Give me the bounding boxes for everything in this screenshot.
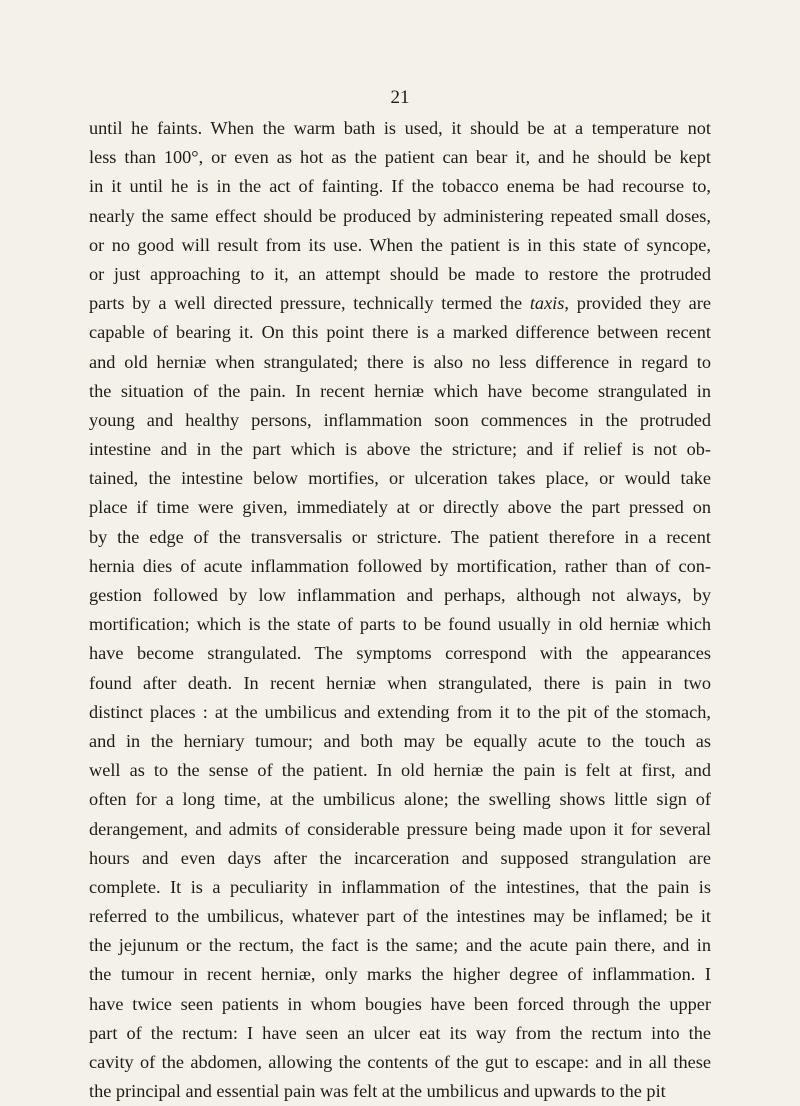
text-line: have twice seen patients in whom bougies have been forced through the upper xyxy=(89,993,711,1014)
text-line: hours and even days after the incarceration and supposed strangulation are xyxy=(89,847,711,868)
text-line: capable of bearing it. On this point there is a marked difference between recent xyxy=(89,322,711,343)
italic-term: taxis xyxy=(529,293,565,314)
text-line: mortification; which is the state of parts to be found usually in old herniæ which xyxy=(89,614,711,635)
text-line: have become strangulated. The symptoms correspond with the appearances xyxy=(89,643,711,664)
text-line: tained, the intestine below mortifies, or ulceration takes place, or would take xyxy=(89,468,711,489)
text-line: by the edge of the transversalis or stricture. The patient therefore in a recent xyxy=(89,526,711,547)
text-line: gestion followed by low inflammation and perhaps, although not always, by xyxy=(89,585,711,605)
text-run: , provided they are xyxy=(564,293,711,314)
text-line: well as to the sense of the patient. In old herniæ the pain is felt at first, and xyxy=(89,760,711,781)
text-line: the principal and essential pain was felt at the umbilicus and upwards to the pit xyxy=(89,1081,666,1102)
text-line: hernia dies of acute inflammation followed by mortification, rather than of con- xyxy=(89,555,711,576)
body-text xyxy=(89,114,711,1106)
text-run: parts by a well directed pressure, technically termed the xyxy=(89,293,530,314)
text-line: in it until he is in the act of fainting. If the tobacco enema be had recourse to, xyxy=(89,176,711,197)
text-line xyxy=(89,289,711,318)
text-line: place if time were given, immediately at or directly above the part pressed on xyxy=(89,497,711,518)
page-number: 21 xyxy=(390,87,410,108)
text-line: often for a long time, at the umbilicus alone; the swelling shows little sign of xyxy=(89,789,711,810)
text-line: referred to the umbilicus, whatever part of the intestines may be inflamed; be it xyxy=(89,906,711,927)
text-line: the tumour in recent herniæ, only marks the higher degree of inflammation. I xyxy=(89,964,711,985)
text-line: complete. It is a peculiarity in inflammation of the intestines, that the pain is xyxy=(89,876,711,897)
text-line: less than 100°, or even as hot as the patient can bear it, and he should be kept xyxy=(89,147,711,168)
text-line: found after death. In recent herniæ when strangulated, there is pain in two xyxy=(89,672,711,693)
text-line: nearly the same effect should be produced by administering repeated small doses, xyxy=(89,205,711,226)
text-line: or just approaching to it, an attempt should be made to restore the protruded xyxy=(89,263,711,284)
text-line: part of the rectum: I have seen an ulcer eat its way from the rectum into the xyxy=(89,1022,711,1043)
text-line: young and healthy persons, inflammation soon commences in the protruded xyxy=(89,409,711,430)
text-line: the jejunum or the rectum, the fact is the same; and the acute pain there, and in xyxy=(89,935,711,956)
text-line: cavity of the abdomen, allowing the contents of the gut to escape: and in all these xyxy=(89,1052,711,1072)
text-line: and old herniæ when strangulated; there is also no less difference in regard to xyxy=(89,351,711,372)
text-line: the situation of the pain. In recent herniæ which have become strangulated in xyxy=(89,380,711,401)
text-line: intestine and in the part which is above the stricture; and if relief is not ob- xyxy=(89,439,711,460)
text-line: or no good will result from its use. When the patient is in this state of syncope, xyxy=(89,234,711,255)
text-line: derangement, and admits of considerable pressure being made upon it for several xyxy=(89,818,711,839)
text-line: until he faints. When the warm bath is used, it should be at a temperature not xyxy=(89,118,711,138)
text-line: distinct places : at the umbilicus and extending from it to the pit of the stomach, xyxy=(89,701,711,722)
text-line: and in the herniary tumour; and both may be equally acute to the touch as xyxy=(89,730,711,751)
